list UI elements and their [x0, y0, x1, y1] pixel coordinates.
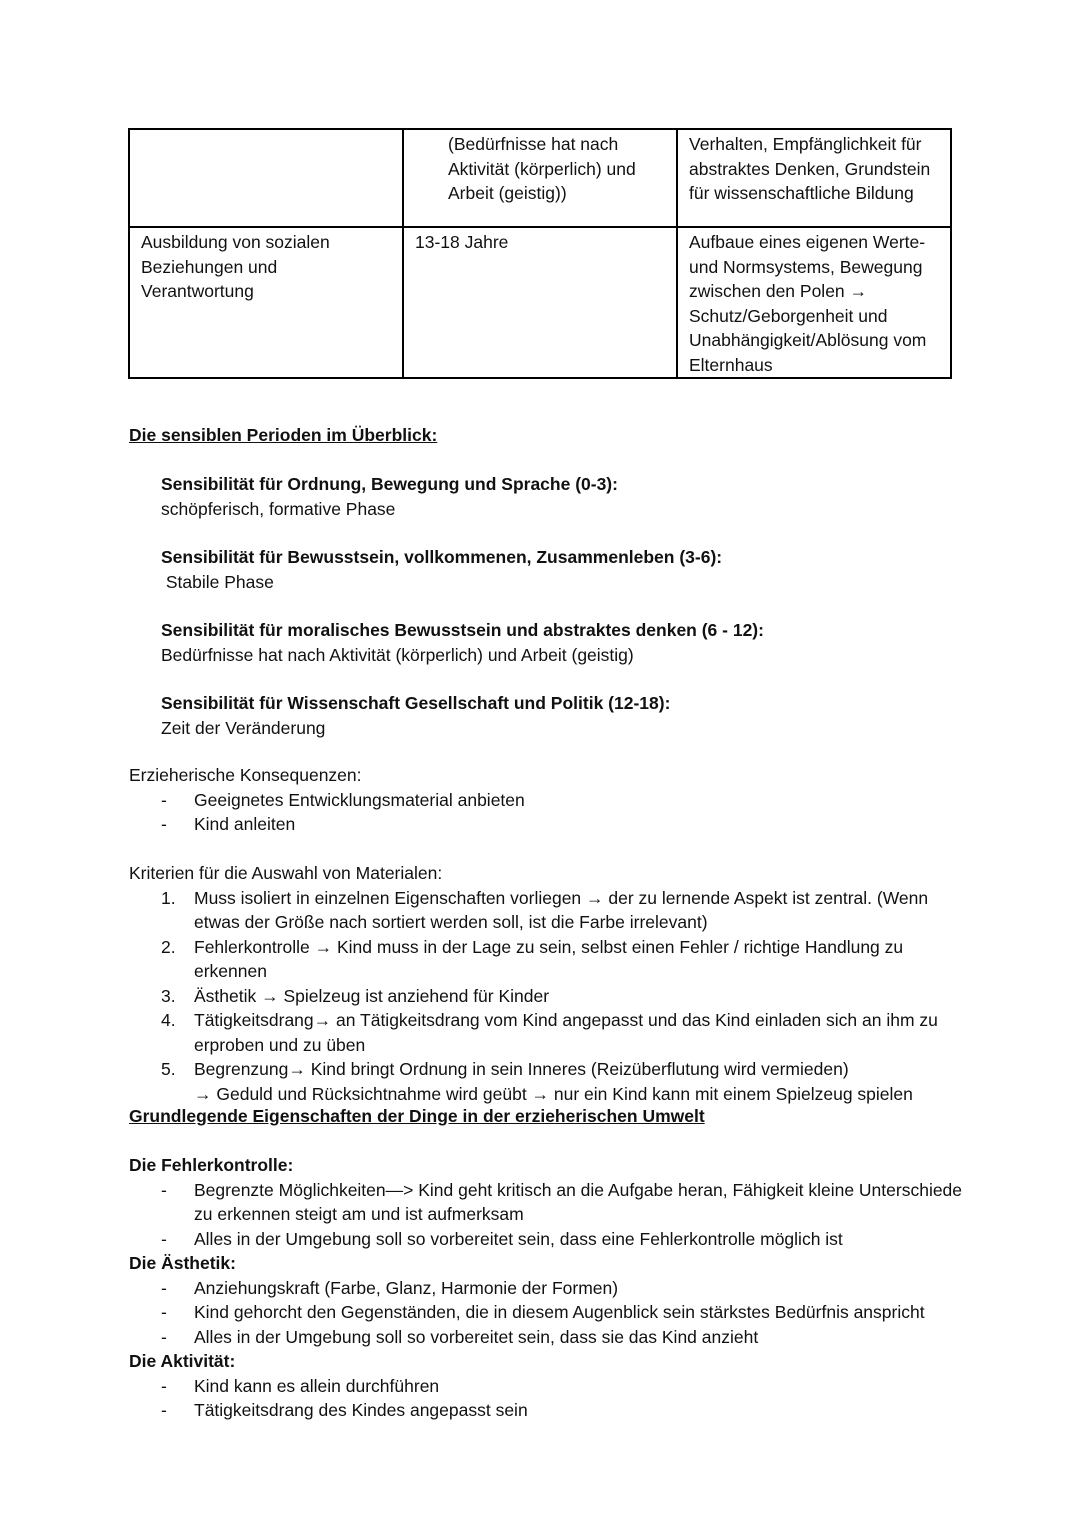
table-cell: 13-18 Jahre	[403, 227, 677, 378]
aktivitaet-list	[129, 1374, 969, 1423]
table-cell: Ausbildung von sozialen Beziehungen und Verantwortung	[129, 227, 403, 378]
criteria-list	[129, 886, 969, 1107]
properties-section	[129, 1153, 969, 1423]
list-number: 3.	[161, 985, 176, 1006]
list-item: - Alles in der Umgebung soll so vorbereitet sein, dass sie das Kind anzieht	[129, 1325, 969, 1350]
list-item	[129, 935, 969, 984]
list-item: - Kind anleiten	[129, 812, 1029, 837]
period-desc: schöpferisch, formative Phase	[161, 498, 396, 519]
table-row	[129, 227, 951, 378]
periods-heading: Die sensiblen Perioden im Überblick:	[129, 425, 438, 445]
period-title: Sensibilität für Ordnung, Bewegung und Sprache (0-3):	[161, 474, 618, 494]
fehlerkontrolle-list	[129, 1178, 969, 1252]
table-cell: Verhalten, Empfänglichkeit für abstraktes Denken, Grundstein für wissenschaftliche Bildung	[677, 129, 951, 227]
list-item	[129, 1008, 969, 1057]
period-title: Sensibilität für Bewusstsein, vollkommenen, Zusammenleben (3-6):	[161, 547, 723, 567]
list-item: - Begrenzte Möglichkeiten—> Kind geht kritisch an die Aufgabe heran, Fähigkeit kleine Unterschiede zu erkennen steigt am und ist aufmerksam	[129, 1178, 969, 1227]
table-cell-text: Aufbaue eines eigenen Werte- und Normsystems, Bewegung zwischen den Polen →	[689, 232, 926, 301]
fehlerkontrolle-title: Die Fehlerkontrolle:	[129, 1155, 294, 1175]
table-row	[129, 129, 951, 227]
list-text: Ästhetik → Spielzeug ist anziehend für Kinder	[194, 985, 550, 1006]
period-item	[161, 545, 1021, 594]
list-item	[129, 984, 969, 1009]
period-item	[161, 618, 1021, 667]
list-number: 5.	[161, 1059, 176, 1079]
list-number: 2.	[161, 936, 176, 957]
list-item: - Tätigkeitsdrang des Kindes angepasst sein	[129, 1398, 969, 1423]
table-cell	[129, 129, 403, 227]
list-number: 1.	[161, 887, 176, 908]
aesthetik-list	[129, 1276, 969, 1350]
consequences-list	[129, 788, 1029, 837]
list-number: 4.	[161, 1010, 176, 1030]
list-item: - Kind kann es allein durchführen	[129, 1374, 969, 1399]
list-item	[129, 1057, 969, 1106]
list-text: Fehlerkontrolle → Kind muss in der Lage zu sein, selbst einen Fehler / richtige Handlung zu erkennen	[194, 936, 904, 981]
list-text-extra: → Geduld und Rücksichtnahme wird geübt → nur ein Kind kann mit einem Spielzeug spielen	[194, 1083, 913, 1104]
properties-heading: Grundlegende Eigenschaften der Dinge in der erzieherischen Umwelt	[129, 1106, 705, 1126]
list-item: - Alles in der Umgebung soll so vorbereitet sein, dass eine Fehlerkontrolle möglich ist	[129, 1227, 969, 1252]
list-text: Begrenzung→ Kind bringt Ordnung in sein Inneres (Reizüberflutung wird vermieden)	[194, 1059, 849, 1079]
period-item	[161, 472, 1021, 521]
list-item: - Anziehungskraft (Farbe, Glanz, Harmonie der Formen)	[129, 1276, 969, 1301]
development-table	[128, 128, 952, 379]
list-text: Muss isoliert in einzelnen Eigenschaften vorliegen → der zu lernende Aspekt ist zentral. (Wenn etwas der Größe nach sortiert werden soll, ist die Farbe irrelevant)	[194, 887, 929, 932]
list-item: - Kind gehorcht den Gegenständen, die in diesem Augenblick sein stärkstes Bedürfnis anspricht	[129, 1300, 969, 1325]
period-title: Sensibilität für Wissenschaft Gesellschaft und Politik (12-18):	[161, 693, 671, 713]
periods-list	[161, 472, 1021, 764]
aktivitaet-title: Die Aktivität:	[129, 1351, 236, 1371]
table-cell: (Bedürfnisse hat nach Aktivität (körperlich) und Arbeit (geistig))	[403, 129, 677, 227]
period-desc: Bedürfnisse hat nach Aktivität (körperlich) und Arbeit (geistig)	[161, 644, 634, 665]
criteria-title: Kriterien für die Auswahl von Materialen:	[129, 863, 443, 883]
table-cell-text: Schutz/Geborgenheit und Unabhängigkeit/Ablösung vom Elternhaus	[689, 305, 927, 375]
list-item: - Geeignetes Entwicklungsmaterial anbieten	[129, 788, 1029, 813]
list-text: Tätigkeitsdrang→ an Tätigkeitsdrang vom Kind angepasst und das Kind einladen sich an ihm zu erproben und zu üben	[194, 1010, 938, 1055]
period-title: Sensibilität für moralisches Bewusstsein und abstraktes denken (6 - 12):	[161, 620, 764, 640]
consequences-title: Erzieherische Konsequenzen:	[129, 765, 362, 785]
list-item	[129, 886, 969, 935]
aesthetik-title: Die Ästhetik:	[129, 1253, 236, 1273]
period-item	[161, 691, 1021, 740]
criteria-section	[129, 861, 969, 1106]
table-cell	[677, 227, 951, 378]
period-desc: Stabile Phase	[161, 571, 274, 592]
period-desc: Zeit der Veränderung	[161, 717, 326, 738]
consequences-section	[129, 763, 1029, 837]
